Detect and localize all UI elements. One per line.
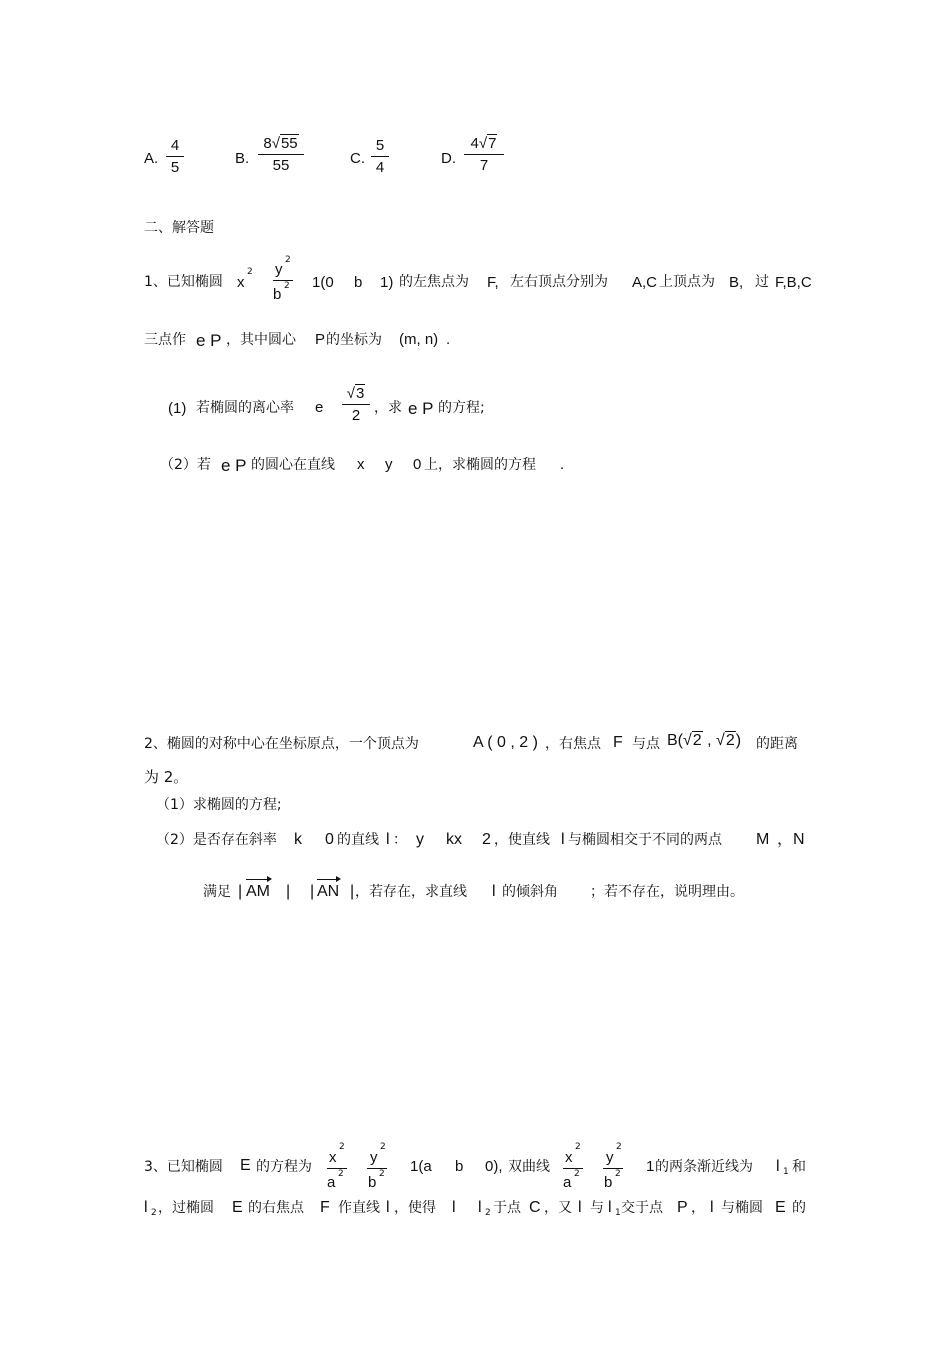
- choice-b-num: 8√55: [258, 136, 304, 155]
- q2-part2-label: （2）是否存在斜率: [156, 832, 277, 848]
- choice-c-num: 5: [371, 138, 389, 157]
- q2-p2c: ，使直线: [494, 832, 550, 848]
- q1-mn: (m, n): [399, 331, 439, 348]
- q1-intro: 1、已知椭圆: [144, 274, 223, 290]
- q1-part2-label: （2）若: [160, 457, 211, 473]
- choice-a-num: 4: [166, 138, 184, 157]
- q1-part2-eP: e P: [221, 456, 247, 475]
- q1-eP: e P: [196, 331, 222, 350]
- q2-F: F: [613, 734, 623, 751]
- q3-t3: 双曲线: [508, 1159, 550, 1175]
- q3-eq1: 1(a: [410, 1158, 432, 1175]
- q2-t3: 与点: [632, 736, 660, 752]
- q3-line2j: 与椭圆: [721, 1200, 763, 1216]
- q3-F: F: [320, 1199, 330, 1216]
- q3-l1-sub: 1: [783, 1167, 789, 1177]
- q1-part1-eP: e P: [408, 399, 434, 418]
- q1-e: e: [315, 399, 324, 416]
- q1-y-exp: 2: [285, 255, 291, 265]
- q2-bar1: |: [238, 883, 243, 900]
- q1-one: 1): [380, 274, 394, 291]
- q1-line2c: 的坐标为: [326, 332, 382, 348]
- choice-d-label: D.: [441, 150, 456, 167]
- q3-line2d: ，使得: [394, 1200, 436, 1216]
- q2-A: A ( 0 , 2 ): [473, 734, 538, 751]
- q1-line2a: 三点作: [144, 332, 186, 348]
- q1-FBC: F,B,C: [775, 274, 812, 291]
- q3-t2: 的方程为: [256, 1159, 312, 1175]
- choice-d-num: 4√7: [464, 136, 504, 155]
- q3-line2h: 交于点: [621, 1200, 663, 1216]
- q3-l1b-sub: 1: [615, 1208, 621, 1218]
- q3-l2b: l: [478, 1199, 482, 1216]
- choice-c-den: 4: [375, 159, 385, 176]
- q2-l3: l: [492, 883, 496, 900]
- q1-part2-b: 的圆心在直线: [251, 457, 335, 473]
- q1-t2: 的左焦点为: [399, 274, 469, 290]
- q1-sqrt3: √3: [342, 386, 370, 405]
- q1-t4: 上顶点为: [659, 274, 715, 290]
- q1-x-exp: 2: [247, 267, 253, 277]
- q3-line2b: 的右焦点: [248, 1200, 304, 1216]
- q3-l-c: l: [578, 1199, 582, 1216]
- q2-l: l: [386, 831, 390, 848]
- q3-E: E: [240, 1157, 251, 1174]
- q2-M: M: [756, 831, 770, 848]
- q1-AC: A,C: [632, 274, 658, 291]
- q2-t4: 的距离: [756, 736, 798, 752]
- q2-vector-AN: AN: [317, 883, 340, 900]
- q3-eq2: 1: [646, 1158, 655, 1175]
- q2-s3: 的倾斜角: [502, 884, 558, 900]
- q2-zero: 0: [325, 831, 334, 848]
- q2-part1: （1）求椭圆的方程;: [156, 797, 282, 813]
- q3-l-b: l: [452, 1199, 456, 1216]
- q1-t5: 过: [755, 274, 769, 290]
- q3-l1b: l: [608, 1199, 612, 1216]
- q1-eq: 1(0: [312, 274, 334, 291]
- q3-l-d: l: [710, 1199, 714, 1216]
- choice-c-fraction: [371, 138, 389, 175]
- q3-l2: l: [144, 1199, 148, 1216]
- q2-colon: ：: [393, 832, 407, 848]
- q3-l1: l: [776, 1158, 780, 1175]
- q3-b: b: [368, 1174, 377, 1191]
- q2-s4: ；若不存在，说明理由。: [590, 884, 744, 900]
- q3-l: l: [386, 1199, 390, 1216]
- q1-bvar: b: [354, 274, 363, 291]
- choice-b-den: 55: [272, 157, 290, 174]
- q2-p2d: 与椭圆相交于不同的两点: [568, 832, 722, 848]
- q3-a-exp: 2: [338, 1169, 344, 1179]
- q1-part1-c: ，求: [374, 400, 402, 416]
- choice-d-fraction: [464, 136, 504, 173]
- q3-hy: y: [606, 1149, 614, 1166]
- q3-a: a: [327, 1174, 336, 1191]
- q3-x-exp: 2: [339, 1142, 345, 1152]
- q1-fraction-bar: [273, 280, 293, 281]
- q1-part1-label: (1): [168, 400, 187, 417]
- q3-line2k: 的: [792, 1200, 806, 1216]
- q2-line2: 为 2。: [144, 768, 189, 786]
- q3-x: x: [329, 1149, 337, 1166]
- q1-t3: 左右顶点分别为: [510, 274, 608, 290]
- q3-bb: b: [455, 1158, 464, 1175]
- q3-E3: E: [775, 1199, 786, 1216]
- q2-bar3: |: [310, 883, 315, 900]
- q1-x: x: [237, 274, 245, 291]
- q3-l2-sub: 2: [151, 1208, 157, 1218]
- q3-y-exp: 2: [380, 1142, 386, 1152]
- q2-two: 2: [482, 831, 491, 848]
- q1-part2-zero: 0: [413, 456, 422, 473]
- q2-k: k: [294, 831, 302, 848]
- q1-b: b: [273, 286, 282, 303]
- section-title: 二、解答题: [144, 220, 214, 236]
- q1-part2-c: 上，求椭圆的方程: [424, 457, 536, 473]
- q3-hy-exp: 2: [616, 1142, 622, 1152]
- q1-y: y: [275, 261, 283, 278]
- q3-b-exp: 2: [379, 1169, 385, 1179]
- q1-line2b: ，其中圆心: [226, 332, 296, 348]
- q3-hx: x: [565, 1149, 573, 1166]
- q2-intro: 2、椭圆的对称中心在坐标原点，一个顶点为: [144, 736, 419, 752]
- choice-a-fraction: [166, 138, 184, 175]
- q3-hx-exp: 2: [575, 1142, 581, 1152]
- q1-part2-x: x: [357, 456, 365, 473]
- choice-c-label: C.: [350, 150, 365, 167]
- q1-dot: .: [446, 331, 451, 348]
- q2-bar4: |: [350, 883, 355, 900]
- q1-part2-y: y: [385, 456, 393, 473]
- q3-ha-exp: 2: [574, 1169, 580, 1179]
- q1-B: B,: [729, 274, 744, 291]
- q3-hb: b: [604, 1174, 613, 1191]
- q3-E2: E: [232, 1199, 243, 1216]
- q3-line2g: 与: [590, 1200, 604, 1216]
- choice-a-label: A.: [144, 150, 159, 167]
- q3-ha: a: [563, 1174, 572, 1191]
- q3-frac-bar-1: [327, 1168, 347, 1169]
- q2-B: B(√2 , √2): [667, 732, 742, 749]
- q3-l2b-sub: 2: [485, 1208, 491, 1218]
- choice-a-den: 5: [170, 159, 180, 176]
- q3-he: 和: [792, 1159, 806, 1175]
- q2-l2: l: [561, 831, 565, 848]
- q3-frac-bar-3: [563, 1168, 583, 1169]
- choice-d-den: 7: [479, 157, 489, 174]
- q3-t4: 的两条渐近线为: [655, 1159, 753, 1175]
- q2-kx: kx: [446, 831, 462, 848]
- q2-bar2: |: [286, 883, 291, 900]
- q1-part2-d: .: [560, 456, 565, 473]
- q2-satisfy: 满足: [203, 884, 231, 900]
- q1-part1-d: 的方程;: [438, 400, 485, 416]
- q2-vector-AM: AM: [246, 883, 270, 900]
- q3-zero: 0),: [485, 1158, 503, 1175]
- q1-P: P: [315, 331, 326, 348]
- choice-b-fraction: [258, 136, 304, 173]
- q3-line2a: ，过椭圆: [158, 1200, 214, 1216]
- q2-y: y: [416, 831, 424, 848]
- q3-line2i: ，: [691, 1200, 705, 1216]
- q3-P: P: [677, 1199, 688, 1216]
- q3-intro: 3、已知椭圆: [144, 1159, 223, 1175]
- q1-eccentricity-fraction: [342, 386, 370, 423]
- q2-s2: ，若存在，求直线: [355, 884, 467, 900]
- q3-hb-exp: 2: [615, 1169, 621, 1179]
- q2-p2b: 的直线: [337, 832, 379, 848]
- q2-t2: ，右焦点: [545, 736, 601, 752]
- q1-part1-text: 若椭圆的离心率: [196, 400, 294, 416]
- q2-N: ，N: [777, 831, 805, 848]
- q3-C: C: [529, 1199, 541, 1216]
- q3-line2f: ，又: [544, 1200, 572, 1216]
- q3-line2c: 作直线: [338, 1200, 380, 1216]
- q1-den2: 2: [351, 407, 361, 424]
- q1-F: F,: [487, 274, 499, 291]
- choice-b-label: B.: [235, 150, 250, 167]
- q1-b-exp: 2: [284, 281, 290, 291]
- q3-y: y: [370, 1149, 378, 1166]
- q3-line2e: 于点: [493, 1200, 521, 1216]
